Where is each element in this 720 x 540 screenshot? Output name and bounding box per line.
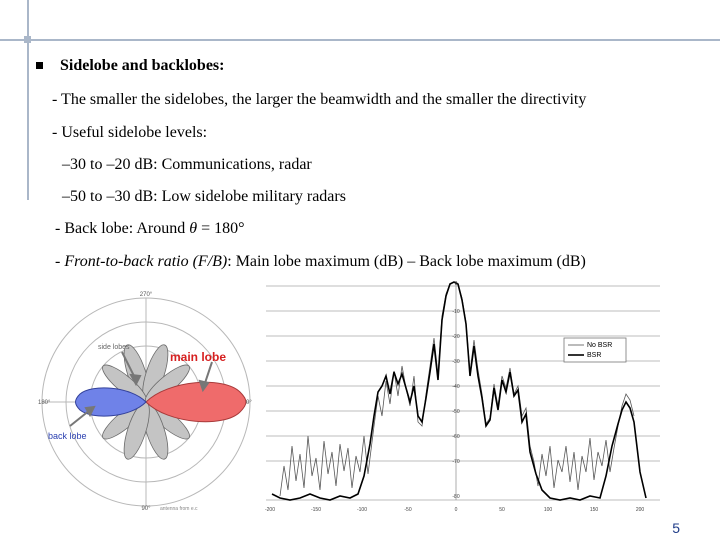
text-line-6-pre: - [55,253,65,270]
plot-legend [564,338,626,362]
plot-grid [266,286,660,500]
page-number: 5 [672,520,680,536]
text-line-6 [55,253,586,271]
rule-corner [24,36,31,43]
x-tick-neg100: -100 [356,507,368,513]
y-tick-80: -80 [452,494,460,500]
text-line-6-italic: Front-to-back ratio (F/B) [64,253,228,270]
x-tick-200: 200 [635,507,645,513]
bullet-square [36,62,43,69]
polar-label-180: 180° [38,400,51,406]
text-line-5-post: = 180° [197,220,245,237]
x-tick-neg200: -200 [264,507,276,513]
y-tick-70: -70 [452,459,460,465]
main-lobe-label: main lobe [170,350,227,364]
polar-caption: antenna from e.c [160,506,198,512]
x-tick-0: 0 [454,507,458,513]
left-rule [27,0,29,200]
x-tick-neg50: -50 [404,507,412,513]
y-tick-50: -50 [452,409,460,415]
y-tick-60: -60 [452,434,460,440]
text-line-3: –30 to –20 dB: Communications, radar [62,156,312,173]
theta-symbol: θ [189,220,198,237]
back-lobe-label: back lobe [48,431,87,441]
text-line-4: –50 to –30 dB: Low sidelobe military radars [62,188,346,205]
side-lobes-label: side lobes [98,344,130,351]
y-tick-20: -20 [452,334,460,340]
polar-label-90: 90° [141,506,151,512]
text-line-5-pre: - Back lobe: Around [55,220,190,237]
legend-bsr: BSR [587,352,602,359]
text-line-2: - Useful sidelobe levels: [52,124,208,141]
text-line-6-post: : Main lobe maximum (dB) – Back lobe maximum (dB) [227,253,586,270]
polar-label-0: 0° [246,400,252,406]
y-tick-40: -40 [452,384,460,390]
x-tick-neg150: -150 [310,507,322,513]
x-tick-100: 100 [543,507,553,513]
slide-heading: Sidelobe and backlobes: [60,57,225,74]
y-tick-10: -10 [452,309,460,315]
text-line-1: - The smaller the sidelobes, the larger the beamwidth and the smaller the directivity [52,91,587,108]
legend-no-bsr: No BSR [587,342,613,349]
text-line-5 [55,220,244,238]
y-tick-0: 0 [454,281,458,287]
top-rule [0,39,720,41]
polar-pattern-figure [28,286,260,516]
y-tick-30: -30 [452,359,460,365]
polar-label-270: 270° [139,292,153,298]
x-tick-150: 150 [589,507,599,513]
x-tick-50: 50 [499,507,505,513]
pattern-plot [250,276,668,516]
plot-x-ticks [265,507,644,513]
